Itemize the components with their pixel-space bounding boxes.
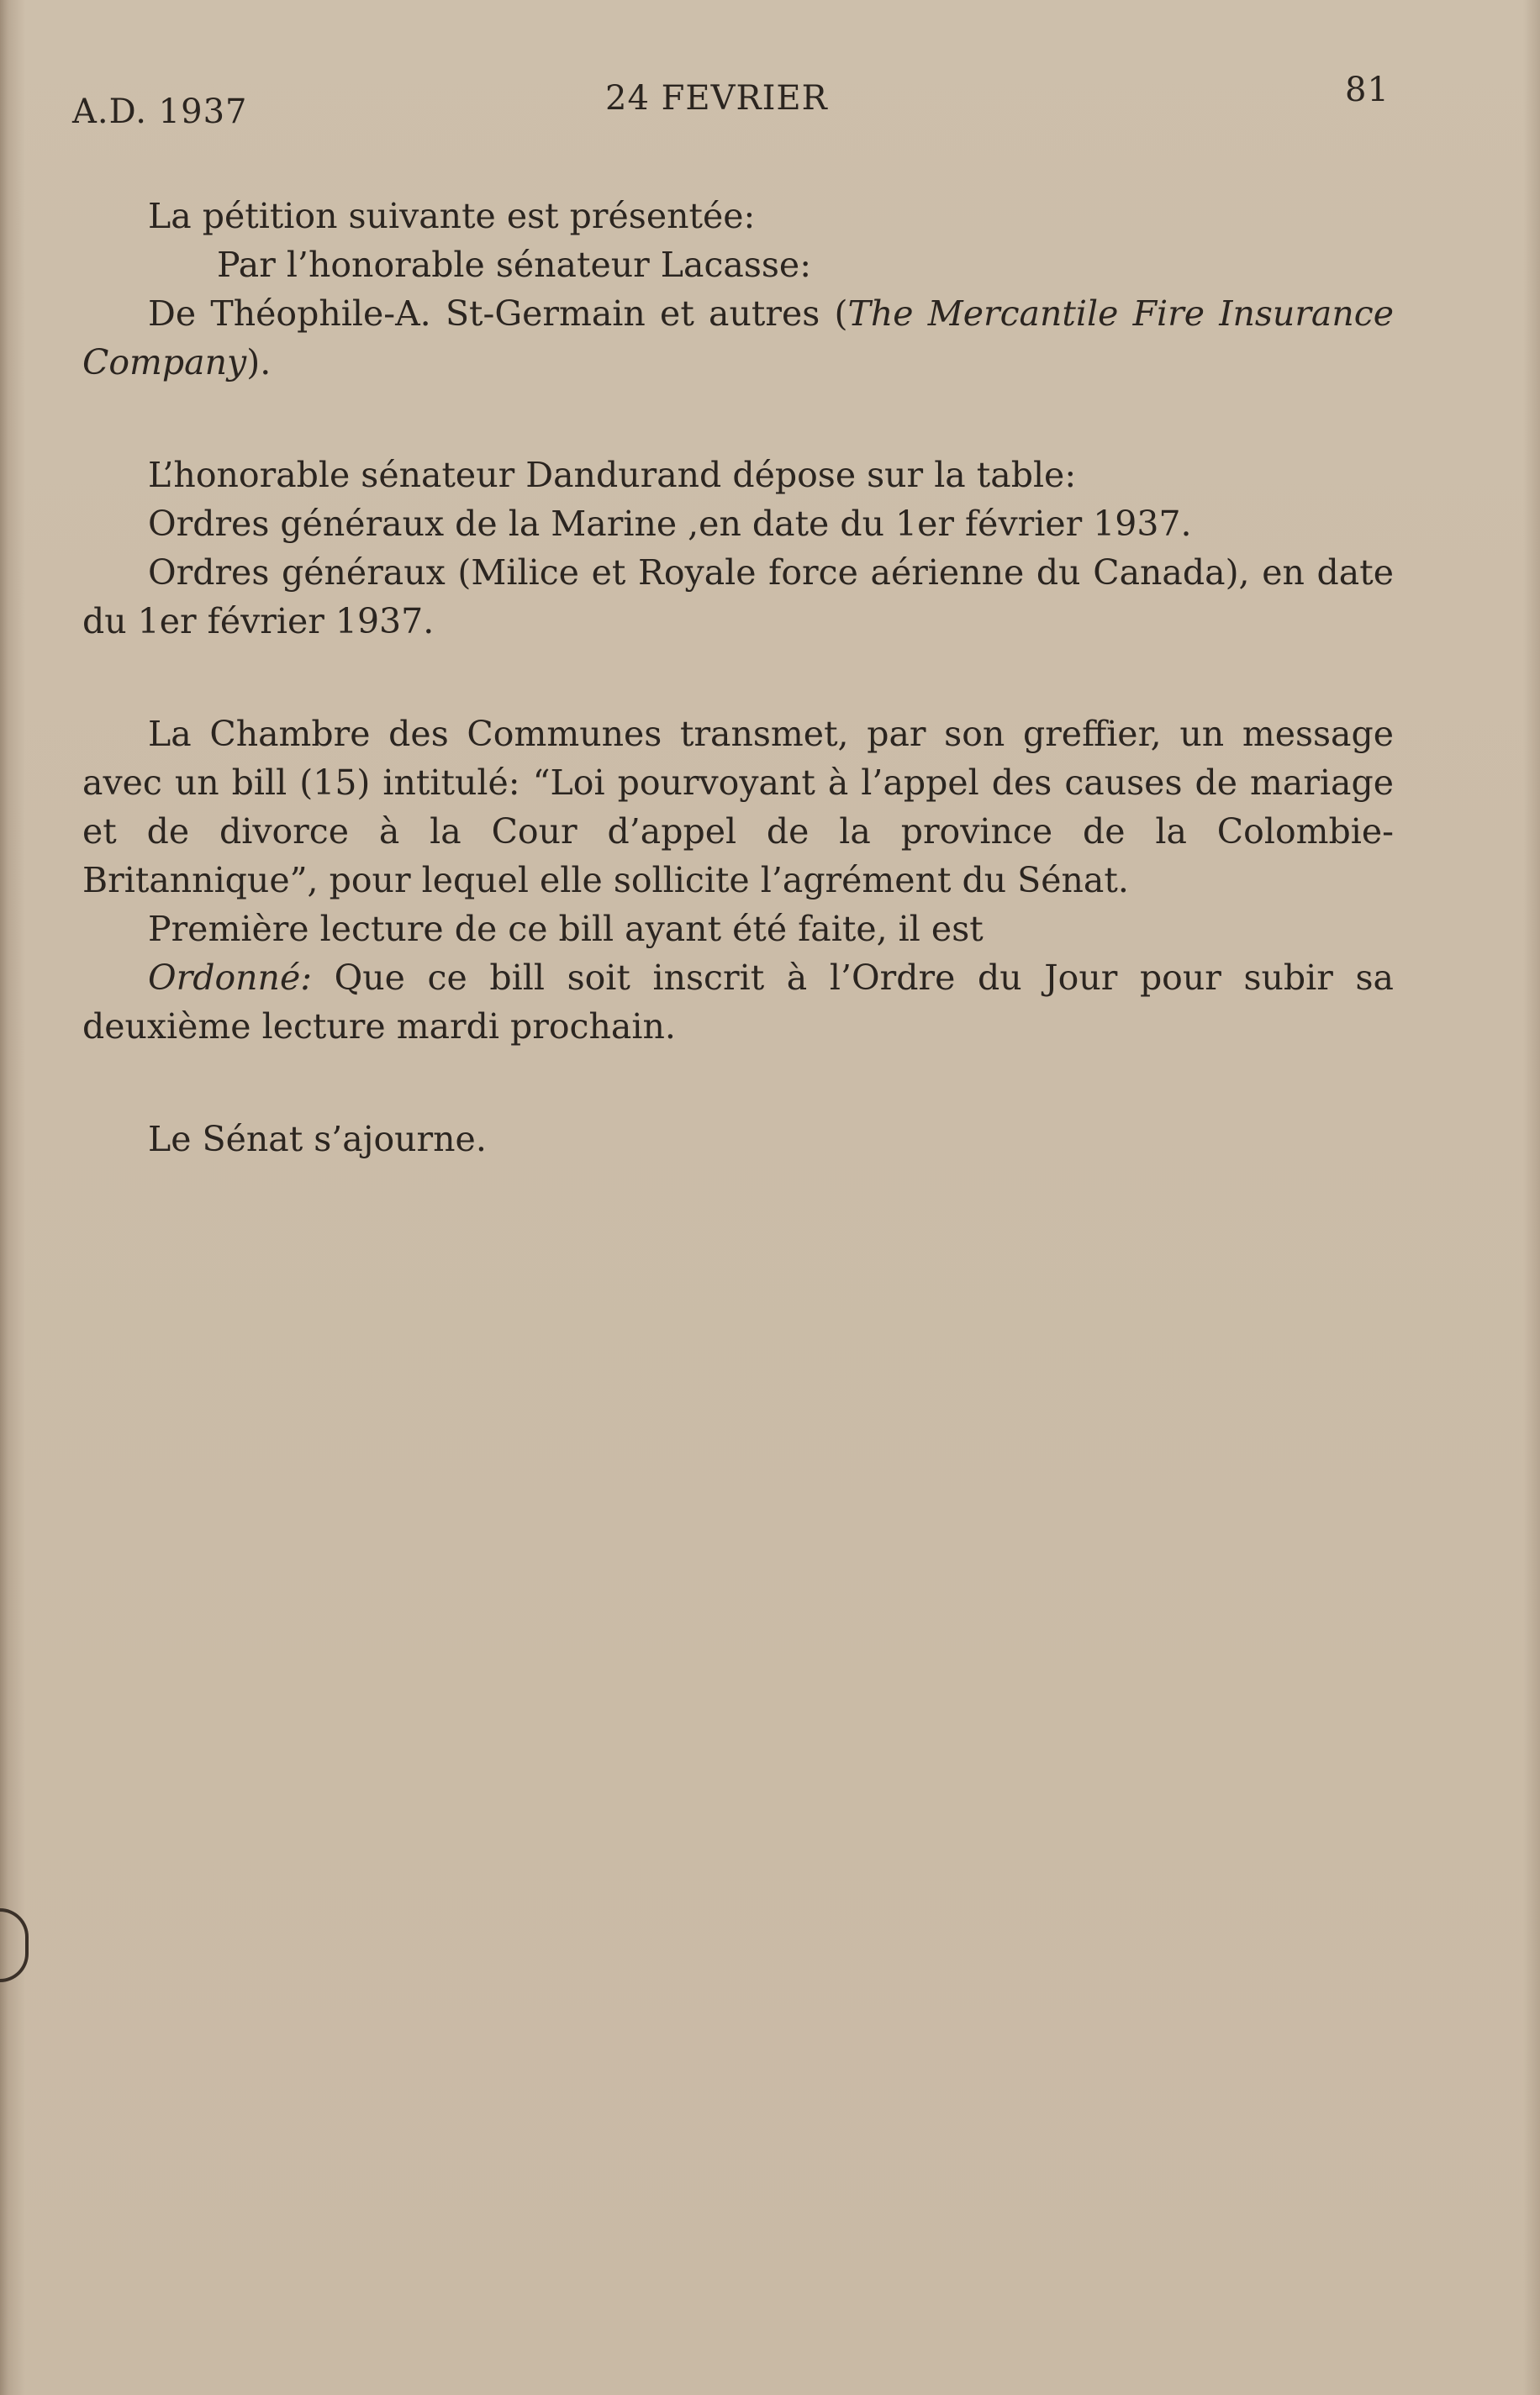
tabled-item-2: Ordres généraux (Milice et Royale force aérienne du Canada), en date du 1er février 1937.: [82, 552, 1394, 641]
ordered-label: Ordonné:: [148, 957, 313, 998]
binding-ring: [0, 1908, 29, 1982]
petition-intro: La pétition suivante est présentée:: [148, 196, 756, 236]
tabled-intro: L’honorable sénateur Dandurand dépose sur la table:: [148, 455, 1077, 495]
spacer: [82, 646, 1394, 710]
bill-first-reading: Première lecture de ce bill ayant été faite, il est: [148, 909, 984, 949]
petition-from-prefix: De Théophile-A. St-Germain et autres (: [148, 293, 848, 334]
page-number: 81: [1345, 71, 1390, 109]
spacer: [82, 1051, 1394, 1115]
petition-from: [82, 289, 1394, 387]
petition-by: Par l’honorable sénateur Lacasse:: [217, 245, 812, 285]
petition-company: The Mercantile Fire Insurance Company: [82, 293, 1394, 382]
page-body: [82, 192, 1394, 1163]
bill-message: La Chambre des Communes transmet, par son greffier, un message avec un bill (15) intitulé: “Loi pourvoyant à l’appel des causes de mariage et de divorce à la Cour d’appel de la province de la Colombie-Britannique”, pour lequel elle sollicite l’agrément du Sénat.: [82, 714, 1394, 900]
closing-line: Le Sénat s’ajourne.: [148, 1119, 487, 1159]
bill-ordered: [82, 953, 1394, 1051]
page-header: [0, 71, 1540, 131]
spacer: [82, 387, 1394, 451]
tabled-item-1: Ordres généraux de la Marine ,en date du 1er février 1937.: [148, 504, 1192, 544]
header-year: A.D. 1937: [72, 92, 248, 131]
ordered-text: Que ce bill soit inscrit à l’Ordre du Jour pour subir sa deuxième lecture mardi prochain.: [82, 957, 1394, 1047]
petition-from-suffix: ).: [246, 342, 272, 382]
header-date: 24 FEVRIER: [605, 79, 828, 118]
